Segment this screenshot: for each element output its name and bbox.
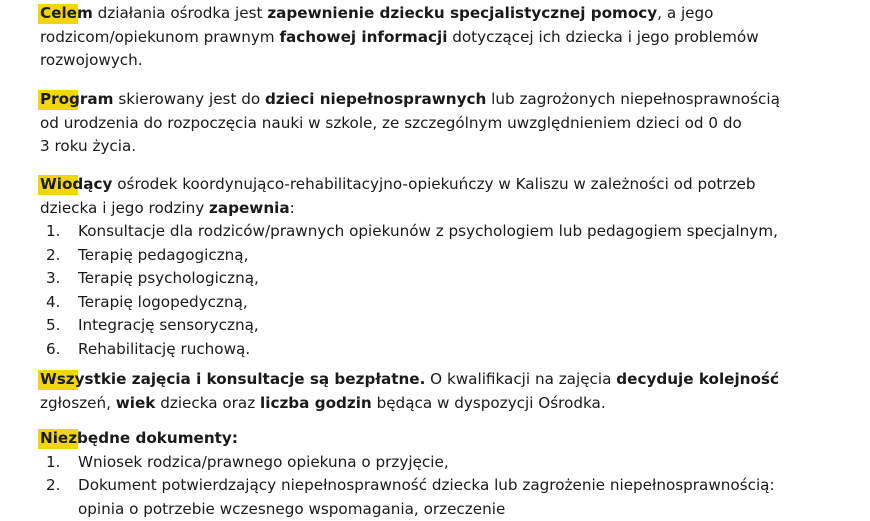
list-item: 2. Terapię pedagogiczną, — [40, 244, 840, 268]
paragraph-documents — [40, 427, 840, 521]
services-line-1: Wiodący ośrodek koordynująco-rehabilitacyjno-opiekuńczy w Kaliszu w zależności od potrzeb — [40, 173, 840, 197]
program-line-1: Program skierowany jest do dzieci niepełnosprawnych lub zagrożonych niepełnosprawnością — [40, 88, 840, 112]
list-item: 1. Konsultacje dla rodziców/prawnych opiekunów z psychologiem lub pedagogiem specjalnym, — [40, 220, 840, 244]
goal-line-1: Celem działania ośrodka jest zapewnienie dziecku specjalistycznej pomocy, a jego — [40, 2, 840, 26]
lead-highlight: Celem — [40, 2, 93, 26]
paragraph-program — [40, 88, 840, 159]
lead-highlight: Program — [40, 88, 114, 112]
list-item: 1. Wniosek rodzica/prawnego opiekuna o przyjęcie, — [40, 451, 840, 475]
paragraph-free — [40, 368, 840, 415]
program-line-3: 3 roku życia. — [40, 135, 840, 159]
goal-line-3: rozwojowych. — [40, 49, 840, 73]
paragraph-goal — [40, 2, 840, 73]
free-line-2: zgłoszeń, wiek dziecka oraz liczba godzin będąca w dyspozycji Ośrodka. — [40, 392, 840, 416]
documents-heading — [40, 427, 840, 451]
paragraph-services — [40, 173, 840, 361]
documents-list — [40, 451, 840, 521]
list-item: 6. Rehabilitację ruchową. — [40, 338, 840, 362]
services-list — [40, 220, 840, 361]
lead-highlight: Niezbędne dokumenty: — [40, 427, 238, 451]
free-line-1: Wszystkie zajęcia i konsultacje są bezpłatne. O kwalifikacji na zajęcia decyduje kolejność — [40, 368, 840, 392]
goal-line-2: rodzicom/opiekunom prawnym fachowej informacji dotyczącej ich dziecka i jego problemów — [40, 26, 840, 50]
list-item: 4. Terapię logopedyczną, — [40, 291, 840, 315]
lead-highlight: Wszystkie zajęcia i konsultacje są bezpłatne. — [40, 368, 425, 392]
services-line-2: dziecka i jego rodziny zapewnia: — [40, 197, 840, 221]
list-item: 2. Dokument potwierdzający niepełnosprawność dziecka lub zagrożenie niepełnosprawnością: opinia o potrzebie wczesnego wspomagania, orzeczenie — [40, 474, 840, 521]
list-item: 3. Terapię psychologiczną, — [40, 267, 840, 291]
lead-highlight: Wiodący — [40, 173, 112, 197]
list-item: 5. Integrację sensoryczną, — [40, 314, 840, 338]
program-line-2: od urodzenia do rozpoczęcia nauki w szkole, ze szczególnym uwzględnieniem dzieci od 0 do — [40, 112, 840, 136]
